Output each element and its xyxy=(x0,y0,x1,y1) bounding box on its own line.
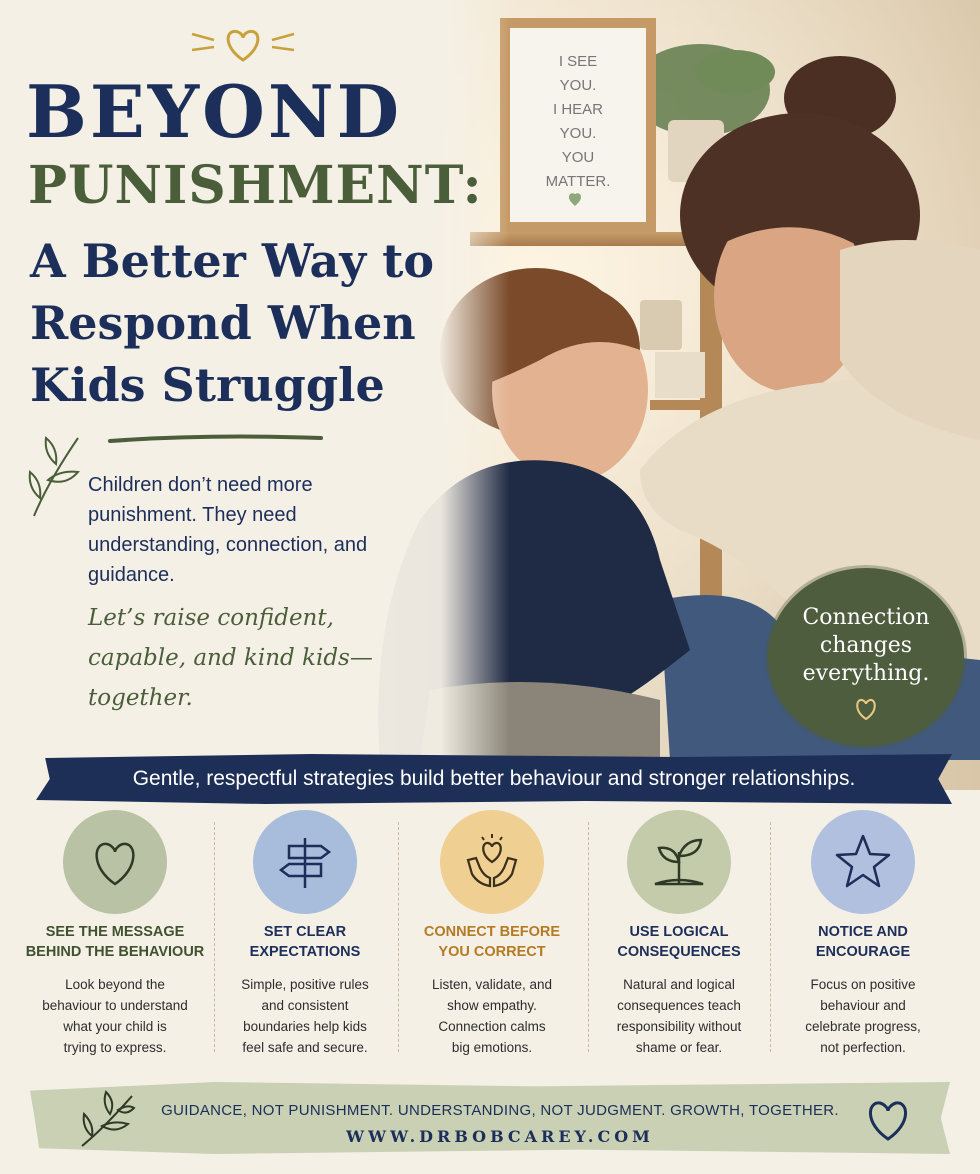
leaf-sprig-icon xyxy=(78,1088,136,1150)
strategy-logical-consequences xyxy=(586,810,772,1070)
strategy-description: Listen, validate, and show empathy. Connection calms big emotions. xyxy=(431,977,553,1055)
intro-text: Children don’t need more punishment. They need understanding, connection, and guidance. xyxy=(88,474,368,586)
heart-icon xyxy=(852,696,880,722)
strategy-set-expectations xyxy=(212,810,398,1070)
strategy-connect-before-correct xyxy=(399,810,585,1070)
connection-badge xyxy=(768,568,964,746)
script-tagline: Let’s raise confident, capable, and kind kids— together. xyxy=(88,605,373,711)
strategy-description: Look beyond the behaviour to understand what your child is trying to express. xyxy=(42,977,188,1055)
strategy-notice-encourage xyxy=(770,810,956,1070)
strategy-icon-circle xyxy=(627,810,731,914)
strategy-title: SET CLEAR EXPECTATIONS xyxy=(249,924,361,960)
strategy-icon-circle xyxy=(440,810,544,914)
star-icon xyxy=(833,832,893,892)
strategy-title: CONNECT BEFORE YOU CORRECT xyxy=(423,924,561,960)
leaf-sprig-icon xyxy=(26,432,86,518)
footer-tagline: GUIDANCE, NOT PUNISHMENT. UNDERSTANDING, NOT JUDGMENT. GROWTH, TOGETHER. xyxy=(161,1102,839,1119)
heart-icon xyxy=(862,1097,914,1143)
strategy-icon-circle xyxy=(811,810,915,914)
rays-heart-icon xyxy=(188,20,298,68)
signpost-icon xyxy=(275,832,335,892)
hands-heart-icon xyxy=(462,832,522,892)
title-beyond: BEYOND xyxy=(26,69,403,154)
strategy-title: SEE THE MESSAGE BEHIND THE BEHAVIOUR xyxy=(25,924,205,960)
title-punishment: PUNISHMENT: xyxy=(28,155,483,216)
badge-text: Connection changes everything. xyxy=(802,605,930,686)
strategy-description: Simple, positive rules and consistent boundaries help kids feel safe and secure. xyxy=(241,977,369,1055)
strategy-see-message xyxy=(22,810,208,1070)
strategy-title: NOTICE AND ENCOURAGE xyxy=(815,924,911,960)
strategy-title: USE LOGICAL CONSEQUENCES xyxy=(617,924,741,960)
banner-text: Gentle, respectful strategies build better behaviour and stronger relationships. xyxy=(132,767,856,790)
sprout-icon xyxy=(649,832,709,892)
heart-icon xyxy=(85,832,145,892)
strategy-description: Natural and logical consequences teach responsibility without shame or fear. xyxy=(616,977,742,1055)
title-underline xyxy=(108,432,323,446)
strategy-description: Focus on positive behaviour and celebrate progress, not perfection. xyxy=(805,977,921,1055)
strategy-icon-circle xyxy=(63,810,167,914)
strategy-icon-circle xyxy=(253,810,357,914)
page-subtitle: A Better Way to Respond When Kids Struggle xyxy=(30,234,435,412)
website-url[interactable]: WWW.DRBOBCAREY.COM xyxy=(346,1127,654,1146)
